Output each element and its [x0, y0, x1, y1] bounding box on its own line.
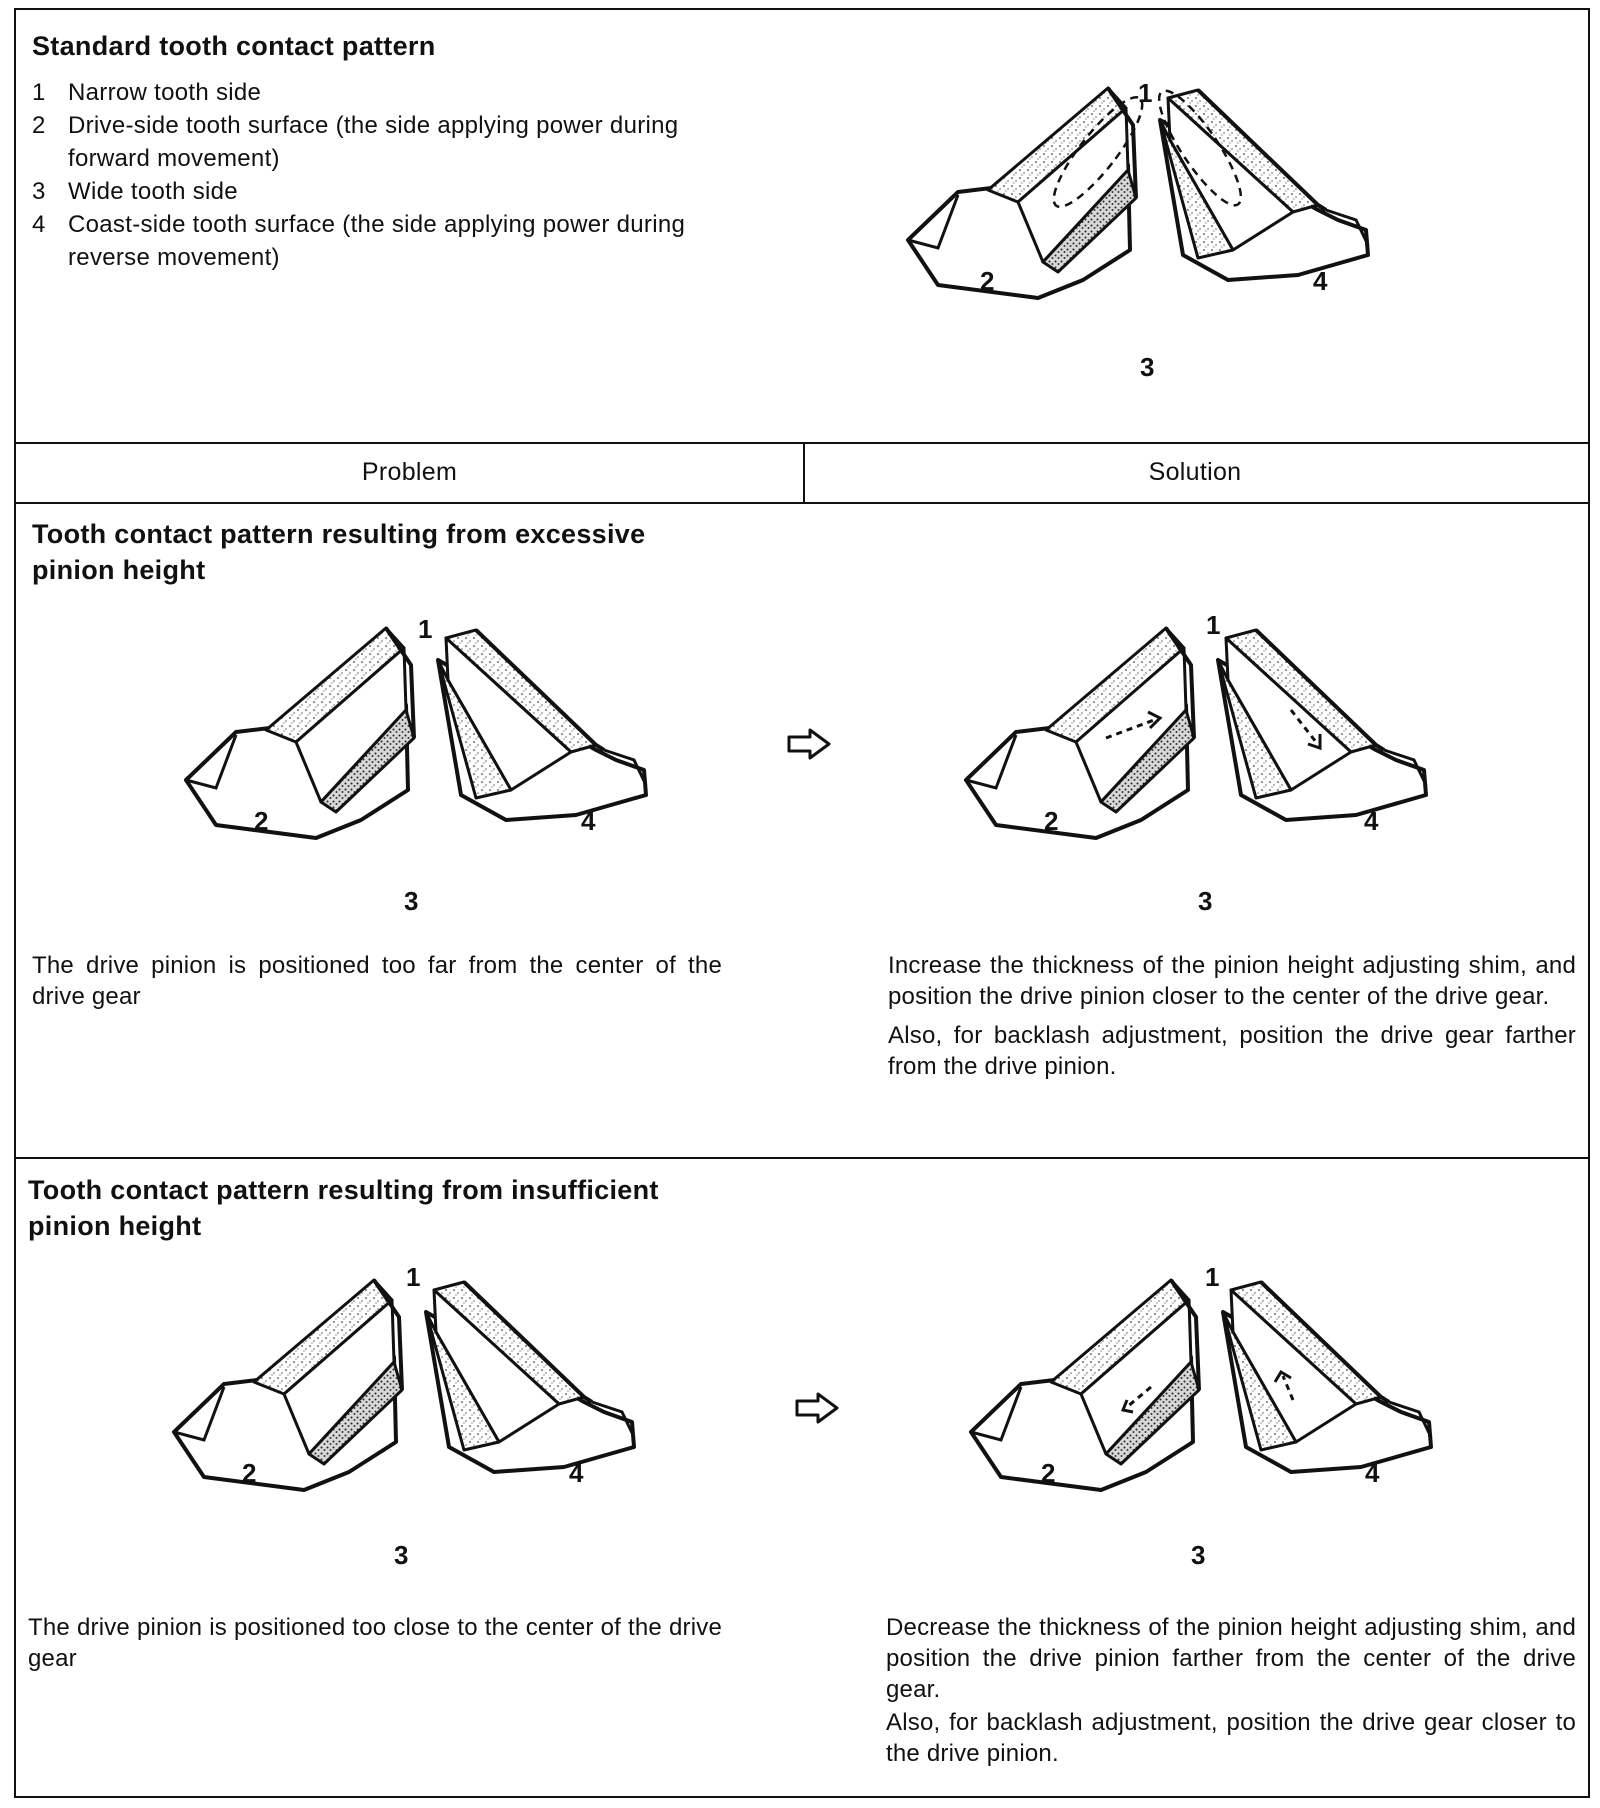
divider	[16, 502, 1588, 504]
legend-item-text: Drive-side tooth surface (the side applying power during forward movement)	[68, 112, 679, 172]
excessive-solution-figure	[936, 610, 1476, 930]
legend-item: 3 Wide tooth side	[32, 178, 238, 205]
legend-item: 4 Coast-side tooth surface (the side applying power during reverse movement)	[32, 211, 686, 271]
legend-item-text: Narrow tooth side	[68, 79, 262, 106]
figure-label-wide: 3	[404, 886, 419, 916]
figure-label-wide: 3	[1140, 352, 1155, 382]
figure-label-narrow: 1	[1138, 78, 1153, 108]
figure-label-narrow: 1	[418, 614, 433, 644]
figure-label-narrow: 1	[406, 1262, 421, 1292]
insufficient-section-title: Tooth contact pattern resulting from insufficient pinion height	[28, 1175, 659, 1241]
figure-label-coast: 4	[581, 806, 596, 836]
solution-column-header: Solution	[1148, 457, 1242, 486]
figure-label-wide: 3	[1198, 886, 1213, 916]
figure-label-narrow: 1	[1206, 610, 1221, 640]
excessive-solution-text: Increase the thickness of the pinion height adjusting shim, and position the drive pinion closer to the center of the drive gear. Also, for backlash adjustment, position the drive gear farther from the drive pinion.	[888, 952, 1576, 1080]
figure-label-coast: 4	[1364, 806, 1379, 836]
problem-column-header: Problem	[361, 457, 458, 486]
figure-label-coast: 4	[569, 1458, 584, 1488]
divider	[16, 1157, 1588, 1159]
figure-label-drive: 2	[254, 806, 269, 836]
figure-label-drive: 2	[242, 1458, 257, 1488]
contact-pattern-table	[14, 8, 1590, 1798]
excessive-problem-text: The drive pinion is positioned too far from the center of the drive gear	[32, 952, 722, 1010]
hollow-right-arrow-icon	[786, 728, 832, 760]
figure-label-wide: 3	[1191, 1540, 1206, 1570]
insufficient-problem-text: The drive pinion is positioned too close to the center of the drive gear	[28, 1614, 722, 1672]
insufficient-problem-figure	[144, 1262, 684, 1582]
legend-item: 1 Narrow tooth side	[32, 79, 262, 106]
legend-item: 2 Drive-side tooth surface (the side applying power during forward movement)	[32, 112, 679, 172]
figure-label-coast: 4	[1313, 266, 1328, 296]
insufficient-solution-figure	[941, 1262, 1481, 1582]
standard-section-title: Standard tooth contact pattern	[32, 31, 436, 61]
figure-label-narrow: 1	[1205, 1262, 1220, 1292]
legend-item-text: Coast-side tooth surface (the side applying power during reverse movement)	[68, 211, 686, 271]
insufficient-solution-text: Decrease the thickness of the pinion height adjusting shim, and position the drive pinion farther from the center of the drive gear. Also, for backlash adjustment, position the drive gear closer to the drive pinion.	[886, 1614, 1576, 1767]
hollow-right-arrow-icon	[794, 1392, 840, 1424]
legend-item-text: Wide tooth side	[68, 178, 238, 205]
standard-tooth-pattern-figure	[878, 80, 1418, 390]
excessive-problem-figure	[156, 614, 696, 930]
excessive-section-title: Tooth contact pattern resulting from excessive pinion height	[32, 519, 646, 585]
figure-label-drive: 2	[1041, 1458, 1056, 1488]
figure-label-drive: 2	[980, 266, 995, 296]
figure-label-wide: 3	[394, 1540, 409, 1570]
figure-label-coast: 4	[1365, 1458, 1380, 1488]
figure-label-drive: 2	[1044, 806, 1059, 836]
standard-legend	[32, 76, 752, 274]
